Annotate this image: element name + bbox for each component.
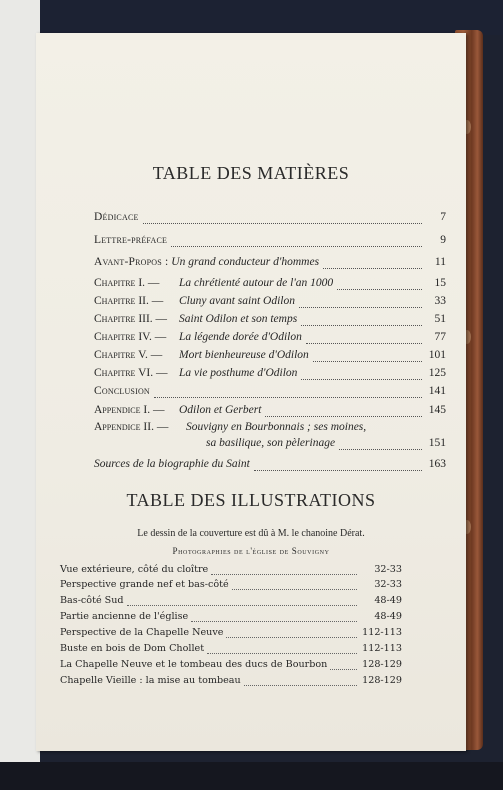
toc-entry (94, 295, 446, 311)
photographs-section-heading: Photographies de l'église de Souvigny (172, 546, 330, 556)
toc-entry-label: Chapitre I. — (94, 277, 160, 289)
leader-dots (191, 614, 357, 622)
toc-entry-title: La légende dorée d'Odilon (179, 331, 302, 343)
leader-dots (330, 662, 357, 670)
illustration-label: La Chapelle Neuve et le tombeau des ducs de Bourbon (60, 659, 328, 670)
top-background (40, 0, 503, 35)
toc-entry-page: 163 (428, 458, 446, 470)
illustration-label: Chapelle Vieille : la mise au tombeau (60, 675, 241, 686)
toc-entry (94, 234, 446, 250)
illustration-label: Bas-côté Sud (60, 595, 124, 606)
illustration-entry (60, 643, 402, 656)
toc-entry-title: Odilon et Gerbert (179, 404, 262, 416)
bottom-background (0, 762, 503, 790)
toc-entry-title: Cluny avant saint Odilon (179, 295, 295, 307)
toc-entry-label: Chapitre V. — (94, 349, 163, 361)
toc-entry-page: 7 (440, 211, 446, 223)
toc-entry-page: 101 (428, 349, 446, 361)
toc-entry-page: 151 (428, 437, 446, 449)
illustration-entry (60, 627, 402, 640)
toc-entry (94, 331, 446, 347)
illustrations-heading: TABLE DES ILLUSTRATIONS (126, 490, 376, 510)
leader-dots (232, 582, 357, 590)
illustration-label: Partie ancienne de l'église (60, 611, 189, 622)
toc-entry-label: Chapitre IV. — (94, 331, 167, 343)
toc-entry-label: Chapitre III. — (94, 313, 168, 325)
leader-dots (143, 214, 422, 224)
leader-dots (207, 646, 357, 654)
toc-entry-page: 125 (428, 367, 446, 379)
toc-entry (94, 211, 446, 227)
toc-entry-label: Lettre-préface (94, 234, 168, 246)
toc-entry (94, 256, 446, 272)
toc-entry-title: Sources de la biographie du Saint (94, 458, 250, 470)
illustration-entry (60, 579, 402, 592)
leader-dots (226, 630, 357, 638)
toc-entry-label: Chapitre VI. — (94, 367, 168, 379)
leader-dots (244, 678, 357, 686)
toc-entry (94, 277, 446, 293)
illustration-pages: 48-49 (374, 595, 402, 606)
toc-entry (94, 349, 446, 365)
toc-entry-label: Appendice II. — (94, 421, 169, 433)
illustration-pages: 112-113 (362, 643, 402, 654)
illustration-pages: 48-49 (374, 611, 402, 622)
toc-entry-label: Conclusion (94, 385, 150, 397)
toc-entry-title: La chrétienté autour de l'an 1000 (179, 277, 334, 289)
toc-entry (94, 367, 446, 383)
illustration-label: Perspective grande nef et bas-côté (60, 579, 229, 590)
toc-entry-page: 141 (428, 385, 446, 397)
leader-dots (323, 259, 422, 269)
left-background (0, 0, 40, 790)
illustration-pages: 128-129 (362, 675, 402, 686)
toc-entry-title-continued: sa basilique, son pèlerinage (206, 437, 336, 449)
toc-entry-page: 77 (434, 331, 446, 343)
illustration-pages: 32-33 (374, 564, 402, 575)
toc-entry (94, 313, 446, 329)
toc-entry (94, 404, 446, 420)
leader-dots (265, 407, 422, 417)
leader-dots (154, 388, 422, 398)
toc-entry-label: Chapitre II. — (94, 295, 164, 307)
toc-entry-page: 51 (434, 313, 446, 325)
illustration-label: Buste en bois de Dom Chollet (60, 643, 205, 654)
toc-entry-title: Mort bienheureuse d'Odilon (179, 349, 309, 361)
toc-entry-label: Appendice I. — (94, 404, 165, 416)
leader-dots (337, 280, 422, 290)
leader-dots (127, 598, 357, 606)
illustration-label: Vue extérieure, côté du cloître (60, 564, 209, 575)
book-page (36, 33, 466, 751)
toc-entry-page: 11 (434, 256, 446, 268)
toc-entry-page: 145 (428, 404, 446, 416)
toc-entry-title: Un grand conducteur d'hommes (171, 256, 320, 268)
illustration-entry (60, 675, 402, 688)
toc-entry-title: Saint Odilon et son temps (179, 313, 298, 325)
toc-entry (94, 458, 446, 474)
cover-note: Le dessin de la couverture est dû à M. le chanoine Dérat. (137, 528, 365, 539)
toc-entry-page: 9 (440, 234, 446, 246)
leader-dots (301, 316, 422, 326)
toc-entry-label: Dédicace (94, 211, 139, 223)
illustration-entry (60, 659, 402, 672)
toc-entry-continued (206, 437, 446, 453)
toc-entry-label: Avant-Propos : (94, 256, 169, 268)
illustration-label: Perspective de la Chapelle Neuve (60, 627, 224, 638)
toc-heading: TABLE DES MATIÈRES (152, 163, 350, 183)
illustration-entry (60, 595, 402, 608)
toc-entry (94, 385, 446, 401)
illustration-entry (60, 611, 402, 624)
illustration-entry (60, 564, 402, 577)
leader-dots (339, 440, 422, 450)
illustration-pages: 128-129 (362, 659, 402, 670)
leader-dots (299, 298, 422, 308)
leader-dots (306, 334, 422, 344)
leader-dots (254, 461, 422, 471)
toc-entry-page: 15 (434, 277, 446, 289)
leader-dots (313, 352, 422, 362)
illustration-pages: 112-113 (362, 627, 402, 638)
toc-entry-page: 33 (434, 295, 446, 307)
leader-dots (211, 567, 357, 575)
toc-entry (94, 421, 446, 437)
toc-entry-title: Souvigny en Bourbonnais ; ses moines, (186, 421, 367, 433)
illustration-pages: 32-33 (374, 579, 402, 590)
leader-dots (301, 370, 422, 380)
toc-entry-title: La vie posthume d'Odilon (179, 367, 298, 379)
leader-dots (171, 237, 422, 247)
